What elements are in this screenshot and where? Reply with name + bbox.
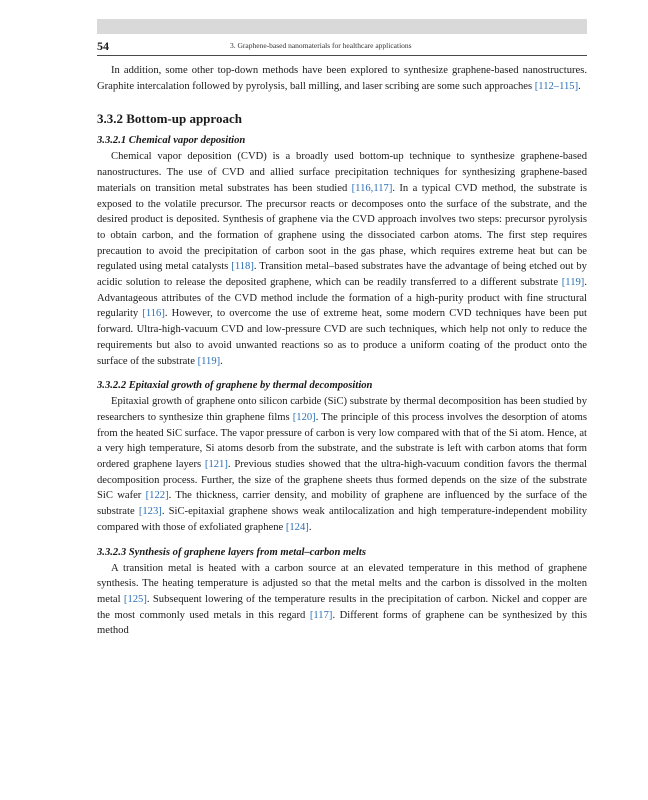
metal-carbon-paragraph: A transition metal is heated with a carbon source at an elevated temperature in this method of graphene synthesis. The heating temperature is adjusted so that the metal melts and the carbon is dissolved in the molten metal [125]. Subsequent lowering of the temperature results in the precipitation of carbon. Nickel and copper are the most commonly used metals in this regard [117]. Different forms of graphene can be synthesized by this method <box>97 562 587 637</box>
citation-link[interactable]: [112–115] <box>534 80 579 92</box>
header-bar <box>97 19 587 34</box>
citation-link[interactable]: [123] <box>138 506 162 518</box>
epitaxial-paragraph: Epitaxial growth of graphene onto silicon carbide (SiC) substrate by thermal decomposition has been studied by researchers to synthesize thin graphene films [120]. The principle of this process involves the desorption of atoms from the heated SiC surface. The vapor pressure of carbon is very low compared with that of the Si atom. Hence, at a very high temperature, Si atoms desorb from the substrate, and the substrate is left with carbon atoms that form ordered graphene layers [121]. Previous studies showed that the ultra-high-vacuum condition favors the thermal decomposition process. Further, the size of the graphene sheets thus formed depends on the size of the substrate SiC wafer [122]. The thickness, carrier density, and mobility of graphene are influenced by the surface of the substrate [123]. SiC-epitaxial graphene shows weak antilocalization and high temperature-independent mobility compared with those of exfoliated graphene [124]. <box>97 396 587 533</box>
header-rule <box>97 55 587 56</box>
page-content <box>97 63 587 639</box>
citation-link[interactable]: [118] <box>231 261 254 273</box>
page-number: 54 <box>97 39 109 53</box>
cvd-paragraph: Chemical vapor deposition (CVD) is a broadly used bottom-up technique to synthesize graphene-based nanostructures. The use of CVD and allied surface precipitation techniques for synthesizing graphene-based materials on transition metal substrates has been studied [116,117]. In a typical CVD method, the substrate is exposed to the volatile precursor. The precursor reacts or decomposes onto the surface of the substrate, and the desired product is deposited. Synthesis of graphene via the CVD approach involves two steps: precursor pyrolysis to obtain carbon, and the formation of graphene using the dissociated carbon atoms. The first step requires precaution to avoid the precipitation of carbon soot in the gas phase, which requires extreme heat but can be regulated using metal catalysts [118]. Transition metal–based substrates have the advantage of being etched out by acidic solution to release the deposited graphene, which can be readily transferred to a different substrate [119]. Advantageous attributes of the CVD method include the formation of a high-purity product with fine structural regularity [116]. However, to overcome the use of extreme heat, some modern CVD techniques have been put forward. Ultra-high-vacuum CVD and low-pressure CVD are such techniques, which help not only to reduce the requirements but also to avoid unwanted reactions so as to produce a uniform coating of the product onto the surface of the substrate [119]. <box>97 151 587 367</box>
citation-link[interactable]: [119] <box>561 277 585 289</box>
citation-link[interactable]: [117] <box>309 609 333 621</box>
subsection-title-metal-carbon: 3.3.2.3 Synthesis of graphene layers from metal–carbon melts <box>97 546 366 558</box>
subsection-title-epitaxial: 3.3.2.2 Epitaxial growth of graphene by thermal decomposition <box>97 380 373 392</box>
citation-link[interactable]: [122] <box>145 490 169 502</box>
citation-link[interactable]: [116] <box>142 308 165 320</box>
citation-link[interactable]: [116,117] <box>351 182 393 194</box>
running-head: 3. Graphene-based nanomaterials for healthcare applications <box>230 41 412 50</box>
citation-link[interactable]: [125] <box>123 593 147 605</box>
intro-paragraph: In addition, some other top-down methods have been explored to synthesize graphene-based nanostructures. Graphite intercalation followed by pyrolysis, ball milling, and laser scribing are some such approaches [112–115]. <box>97 65 587 92</box>
section-title: 3.3.2 Bottom-up approach <box>97 111 242 127</box>
citation-link[interactable]: [119] <box>197 355 221 367</box>
subsection-title-cvd: 3.3.2.1 Chemical vapor deposition <box>97 135 246 147</box>
citation-link[interactable]: [124] <box>285 521 309 533</box>
citation-link[interactable]: [121] <box>204 459 228 471</box>
citation-link[interactable]: [120] <box>292 411 316 423</box>
